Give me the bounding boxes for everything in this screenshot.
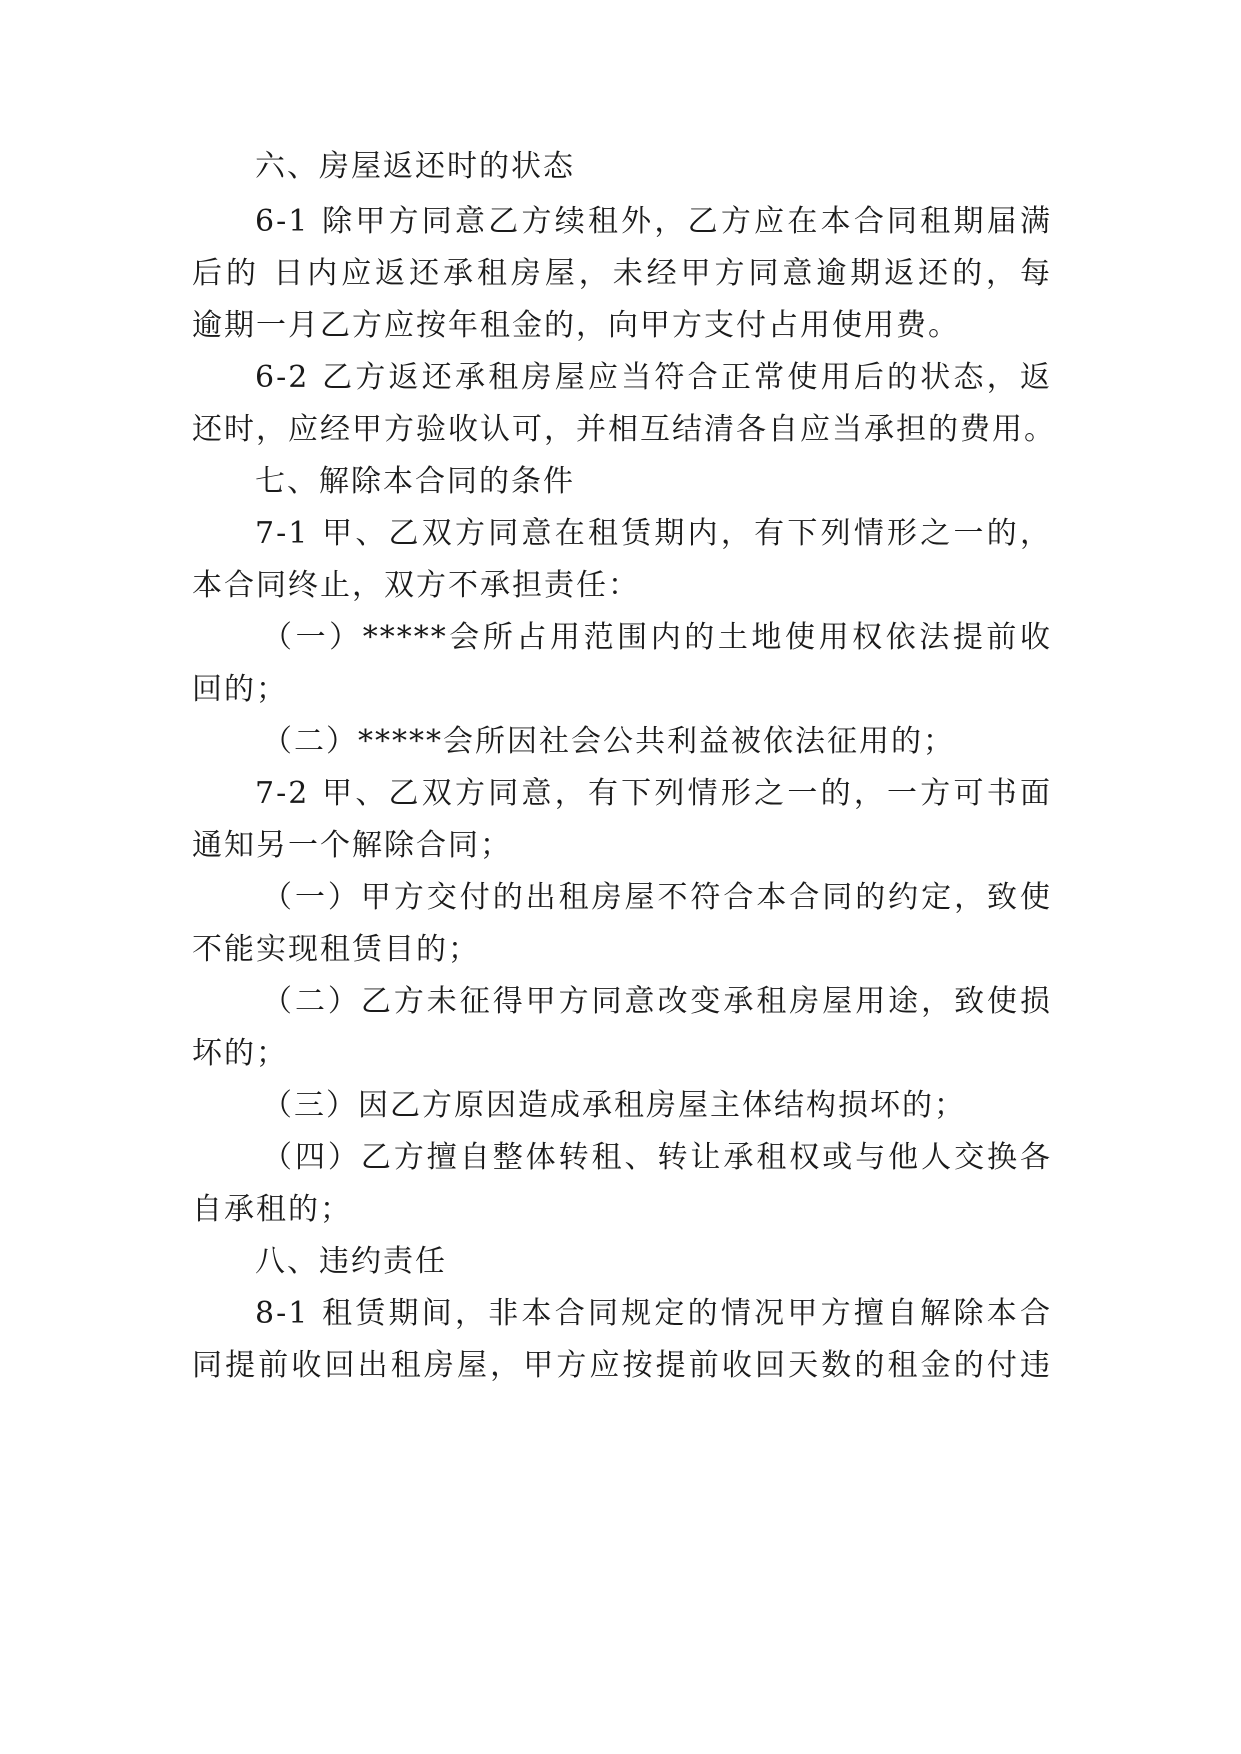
paragraph-line: 8-1 租赁期间，非本合同规定的情况甲方擅自解除本合	[255, 1296, 1052, 1331]
paragraph-line: 逾期一月乙方应按年租金的，向甲方支付占用使用费。	[192, 308, 960, 343]
list-item-line: 自承租的；	[192, 1192, 352, 1227]
section-heading-8: 八、违约责任	[255, 1244, 447, 1279]
paragraph-line: 通知另一个解除合同；	[192, 828, 512, 863]
paragraph-line: 7-1 甲、乙双方同意在租赁期内，有下列情形之一的，	[255, 516, 1052, 551]
list-item-line: （一）甲方交付的出租房屋不符合本合同的约定，致使	[262, 880, 1052, 915]
paragraph-line: 7-2 甲、乙双方同意，有下列情形之一的，一方可书面	[255, 776, 1052, 811]
paragraph-line: 本合同终止，双方不承担责任：	[192, 568, 640, 603]
paragraph-line: 6-2 乙方返还承租房屋应当符合正常使用后的状态，返	[255, 360, 1052, 395]
list-item-line: （一）*****会所占用范围内的土地使用权依法提前收	[262, 620, 1052, 655]
list-item-line: （二）*****会所因社会公共利益被依法征用的；	[262, 724, 955, 759]
paragraph-line: 6-1 除甲方同意乙方续租外，乙方应在本合同租期届满	[255, 204, 1052, 239]
section-heading-6: 六、房屋返还时的状态	[255, 149, 575, 184]
list-item-line: （四）乙方擅自整体转租、转让承租权或与他人交换各	[262, 1140, 1052, 1175]
section-heading-7: 七、解除本合同的条件	[255, 464, 575, 499]
paragraph-line: 后的 日内应返还承租房屋，未经甲方同意逾期返还的，每	[192, 256, 1052, 291]
list-item-line: （三）因乙方原因造成承租房屋主体结构损坏的；	[262, 1088, 966, 1123]
list-item-line: 不能实现租赁目的；	[192, 932, 480, 967]
paragraph-line: 同提前收回出租房屋，甲方应按提前收回天数的租金的付违	[192, 1348, 1052, 1383]
paragraph-line: 还时，应经甲方验收认可，并相互结清各自应当承担的费用。	[192, 412, 1056, 447]
list-item-line: （二）乙方未征得甲方同意改变承租房屋用途，致使损	[262, 984, 1052, 1019]
list-item-line: 坏的；	[192, 1036, 288, 1071]
list-item-line: 回的；	[192, 672, 288, 707]
